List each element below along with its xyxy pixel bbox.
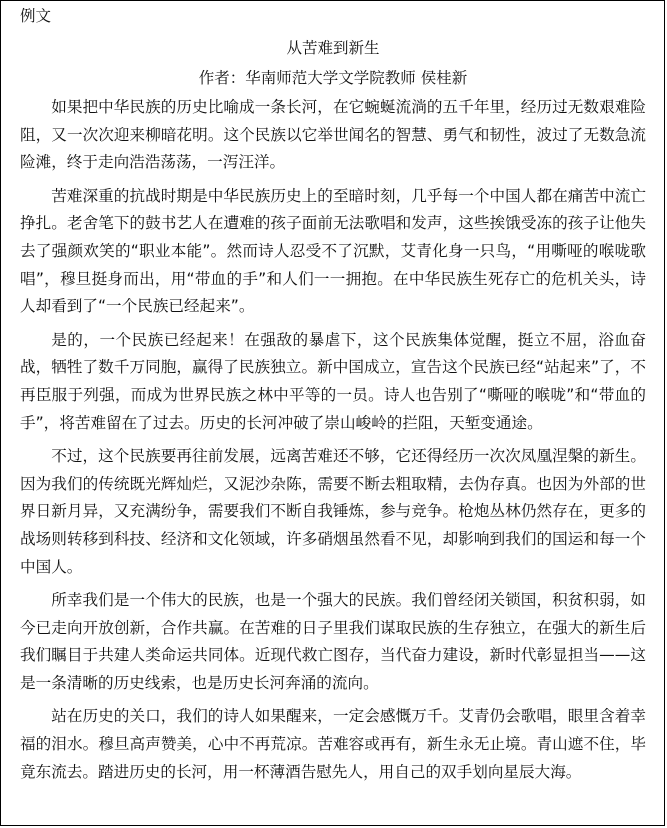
paragraph-3: 是的，一个民族已经起来！在强敌的暴虐下，这个民族集体觉醒，挺立不屈，浴血奋战，牺牲了数千万同胞，赢得了民族独立。新中国成立，宣告这个民族已经“站起来”了，不再臣服于列强，而成为世界民族之林中平等的一员。诗人也告别了“嘶哑的喉咙”和“带血的手”，将苦难留在了过去。历史的长河冲破了崇山峻岭的拦阻，天堑变通途。 [20, 330, 646, 432]
paragraph-1: 如果把中华民族的历史比喻成一条长河，在它蜿蜒流淌的五千年里，经历过无数艰难险阻，又一次次迎来柳暗花明。这个民族以它举世闻名的智慧、勇气和韧性，波过了无数急流险滩，终于走向浩浩荡荡，一泻汪洋。 [20, 98, 646, 172]
paragraph-5: 所幸我们是一个伟大的民族，也是一个强大的民族。我们曾经闭关锁国，积贫积弱，如今已走向开放创新，合作共赢。在苦难的日子里我们谋取民族的生存独立，在强大的新生后我们瞩目于共建人类命运共同体。近现代救亡图存，当代奋力建设，新时代彰显担当——这是一条清晰的历史线索，也是历史长河奔涌的流向。 [20, 591, 646, 692]
document-body [20, 6, 646, 792]
author-line: 作者：华南师范大学文学院教师 侯桂新 [198, 69, 468, 87]
paragraph-6: 站在历史的关口，我们的诗人如果醒来，一定会感慨万千。艾青仍会歌唱，眼里含着幸福的泪水。穆旦高声赞美，心中不再荒凉。苦难容或再有，新生永无止境。青山遮不住，毕竟东流去。踏进历史的长河，用一杯薄酒告慰先人，用自己的双手划向星辰大海。 [20, 707, 646, 781]
essay-title: 从苦难到新生 [286, 39, 380, 57]
paragraph-2: 苦难深重的抗战时期是中华民族历史上的至暗时刻，几乎每一个中国人都在痛苦中流亡挣扎。老舍笔下的鼓书艺人在遭难的孩子面前无法歌唱和发声，这些挨饿受冻的孩子让他失去了强颜欢笑的“职业本能”。然而诗人忍受不了沉默，艾青化身一只鸟，“用嘶哑的喉咙歌唱”，穆旦挺身而出，用“带血的手”和人们一一拥抱。在中华民族生死存亡的危机关头，诗人却看到了“一个民族已经起来”。 [20, 186, 646, 316]
paragraph-4: 不过，这个民族要再往前发展，远离苦难还不够，它还得经历一次次凤凰涅槃的新生。因为我们的传统既光辉灿烂，又泥沙杂陈，需要不断去粗取精，去伪存真。也因为外部的世界日新月异，又充满纷争，需要我们不断自我锤炼，参与竞争。枪炮丛林仍然存在，更多的战场则转移到科技、经济和文化领域，许多硝烟虽然看不见，却影响到我们的国运和每一个中国人。 [20, 447, 646, 576]
section-label: 例文 [20, 7, 52, 25]
